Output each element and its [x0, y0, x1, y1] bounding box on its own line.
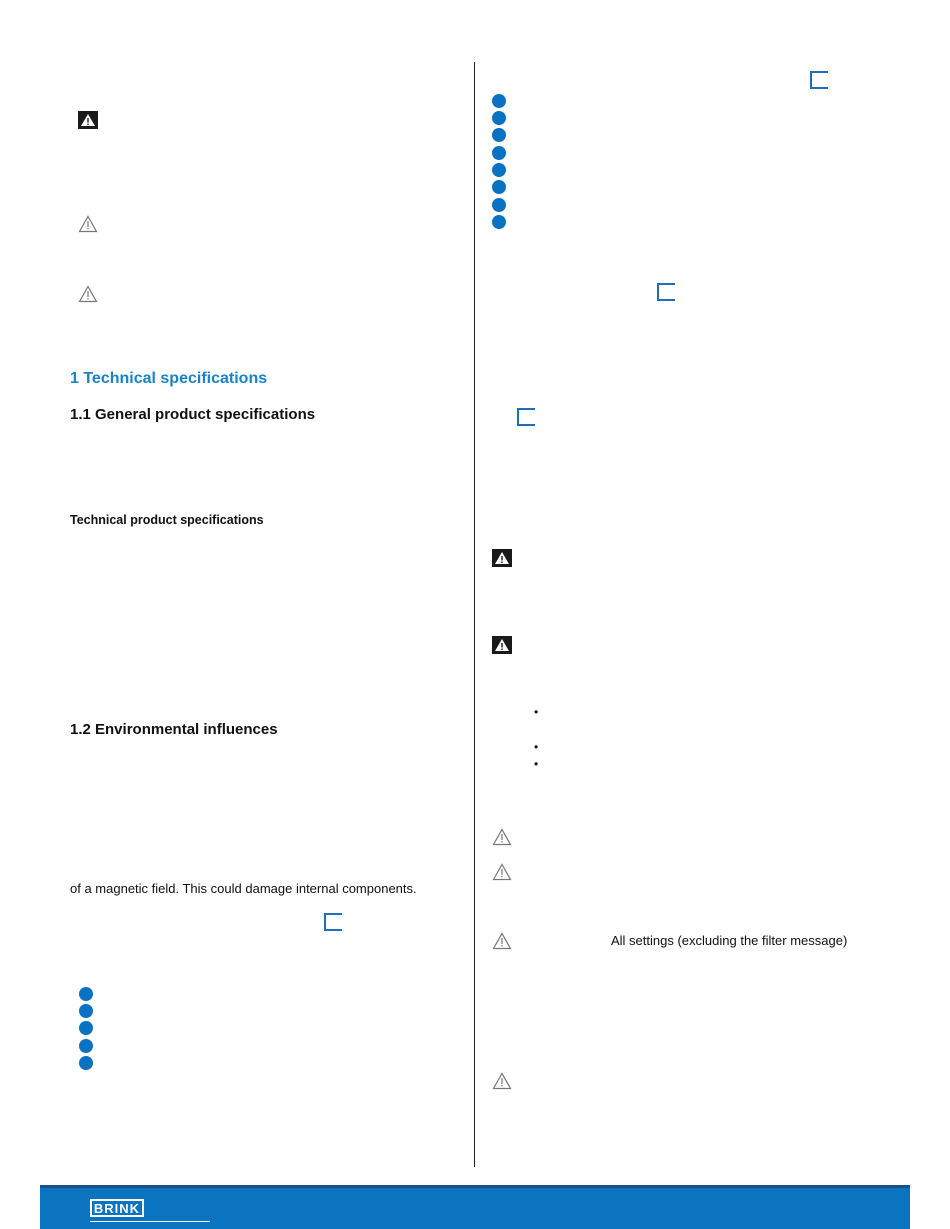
reference-bracket-icon	[324, 913, 340, 931]
step-dot-icon	[79, 1021, 93, 1035]
step-dot-icon	[492, 215, 506, 229]
bullet: •	[534, 757, 539, 771]
warning-outline-icon	[492, 932, 512, 950]
step-dot-icon	[492, 198, 506, 212]
warning-outline-icon	[492, 1072, 512, 1090]
warning-filled-icon	[78, 111, 98, 129]
warning-filled-icon	[492, 636, 512, 654]
reference-bracket-icon	[810, 71, 826, 89]
brand-logo: BRINK	[90, 1199, 144, 1217]
step-dot-icon	[79, 1056, 93, 1070]
section-title: 1 Technical specifications	[70, 370, 268, 387]
warning-outline-icon	[78, 215, 98, 233]
step-dot-icon	[492, 128, 506, 142]
warning-outline-icon	[78, 285, 98, 303]
body-text: All settings (excluding the filter message)	[611, 933, 848, 948]
bullet: •	[534, 740, 539, 754]
footer-bar	[40, 1188, 910, 1229]
warning-outline-icon	[492, 863, 512, 881]
logo-underline	[90, 1221, 210, 1222]
subsection-heading: 1.1 General product specifications	[70, 406, 316, 423]
reference-bracket-icon	[517, 408, 533, 426]
column-divider	[474, 62, 475, 1167]
step-dot-icon	[79, 1039, 93, 1053]
step-dot-icon	[492, 94, 506, 108]
step-dot-icon	[79, 1004, 93, 1018]
step-dot-icon	[492, 163, 506, 177]
step-dot-icon	[79, 987, 93, 1001]
step-dot-icon	[492, 111, 506, 125]
warning-outline-icon	[492, 828, 512, 846]
warning-filled-icon	[492, 549, 512, 567]
step-dot-icon	[492, 146, 506, 160]
table-heading: Technical product specifications	[70, 513, 264, 527]
step-dot-icon	[492, 180, 506, 194]
bullet: •	[534, 705, 539, 719]
subsection-heading: 1.2 Environmental influences	[70, 721, 278, 738]
body-text: of a magnetic field. This could damage internal components.	[70, 881, 417, 896]
reference-bracket-icon	[657, 283, 673, 301]
